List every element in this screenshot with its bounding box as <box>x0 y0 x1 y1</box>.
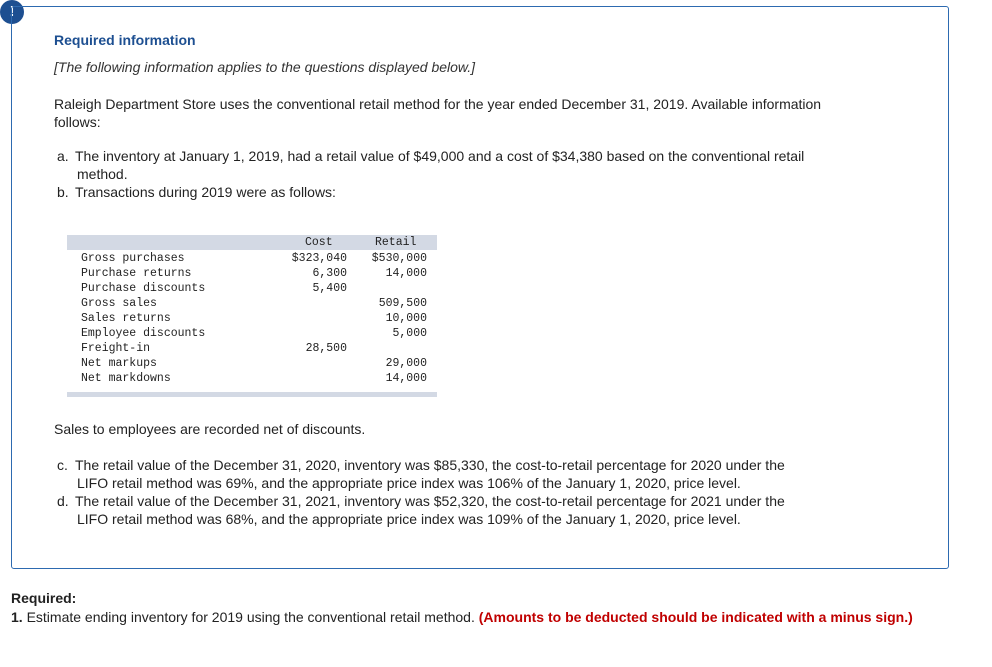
requirement-warning: (Amounts to be deducted should be indicated with a minus sign.) <box>478 609 913 625</box>
list-marker: b. <box>57 184 69 200</box>
list-text: The retail value of the December 31, 2020, inventory was $85,330, the cost-to-retail percentage for 2020 under the <box>75 457 785 473</box>
row-label: Net markdowns <box>81 372 171 385</box>
requirement-number: 1. <box>11 609 23 625</box>
list-item-d <box>57 492 917 528</box>
row-label: Net markups <box>81 357 157 370</box>
row-retail: 509,500 <box>378 297 427 310</box>
row-label: Employee discounts <box>81 327 206 340</box>
table-footer-band <box>67 392 437 397</box>
list-text-continued: LIFO retail method was 68%, and the appropriate price index was 109% of the January 1, 2020, price level. <box>77 511 741 527</box>
row-retail: 14,000 <box>385 267 427 280</box>
column-header-cost: Cost <box>305 236 333 249</box>
required-information-heading: Required information <box>54 32 196 48</box>
row-cost: 28,500 <box>305 342 347 355</box>
row-retail: 10,000 <box>385 312 427 325</box>
list-text-continued: LIFO retail method was 69%, and the appropriate price index was 106% of the January 1, 2020, price level. <box>77 475 741 491</box>
alert-icon: ! <box>0 0 24 24</box>
list-text: Transactions during 2019 were as follows: <box>75 184 336 200</box>
required-heading: Required: <box>11 590 77 606</box>
row-retail: 29,000 <box>385 357 427 370</box>
list-text-continued: method. <box>77 166 128 182</box>
row-label: Gross purchases <box>81 252 185 265</box>
row-cost: 6,300 <box>312 267 347 280</box>
employee-sales-note: Sales to employees are recorded net of discounts. <box>54 421 366 437</box>
column-header-retail: Retail <box>375 236 417 249</box>
intro-paragraph: Raleigh Department Store uses the conventional retail method for the year ended December 31, 2019. Available information follows: <box>54 96 822 130</box>
applies-note: [The following information applies to the questions displayed below.] <box>54 59 476 75</box>
row-retail: 5,000 <box>392 327 427 340</box>
list-text: The retail value of the December 31, 2021, inventory was $52,320, the cost-to-retail percentage for 2021 under the <box>75 493 785 509</box>
list-item-c <box>57 456 917 492</box>
list-item-a <box>57 147 917 183</box>
row-retail: $530,000 <box>371 252 427 265</box>
row-label: Purchase returns <box>81 267 192 280</box>
row-label: Freight-in <box>81 342 151 355</box>
list-marker: a. <box>57 148 69 164</box>
row-retail: 14,000 <box>385 372 427 385</box>
list-text: The inventory at January 1, 2019, had a retail value of $49,000 and a cost of $34,380 based on the conventional retail <box>75 148 805 164</box>
list-marker: c. <box>57 457 68 473</box>
row-cost: 5,400 <box>312 282 347 295</box>
list-marker: d. <box>57 493 69 509</box>
requirement-1 <box>11 608 941 626</box>
row-cost: $323,040 <box>291 252 347 265</box>
row-label: Sales returns <box>81 312 171 325</box>
list-item-b <box>57 183 917 201</box>
requirement-text: Estimate ending inventory for 2019 using the conventional retail method. <box>26 609 475 625</box>
row-label: Purchase discounts <box>81 282 206 295</box>
transactions-table <box>67 235 437 398</box>
row-label: Gross sales <box>81 297 157 310</box>
